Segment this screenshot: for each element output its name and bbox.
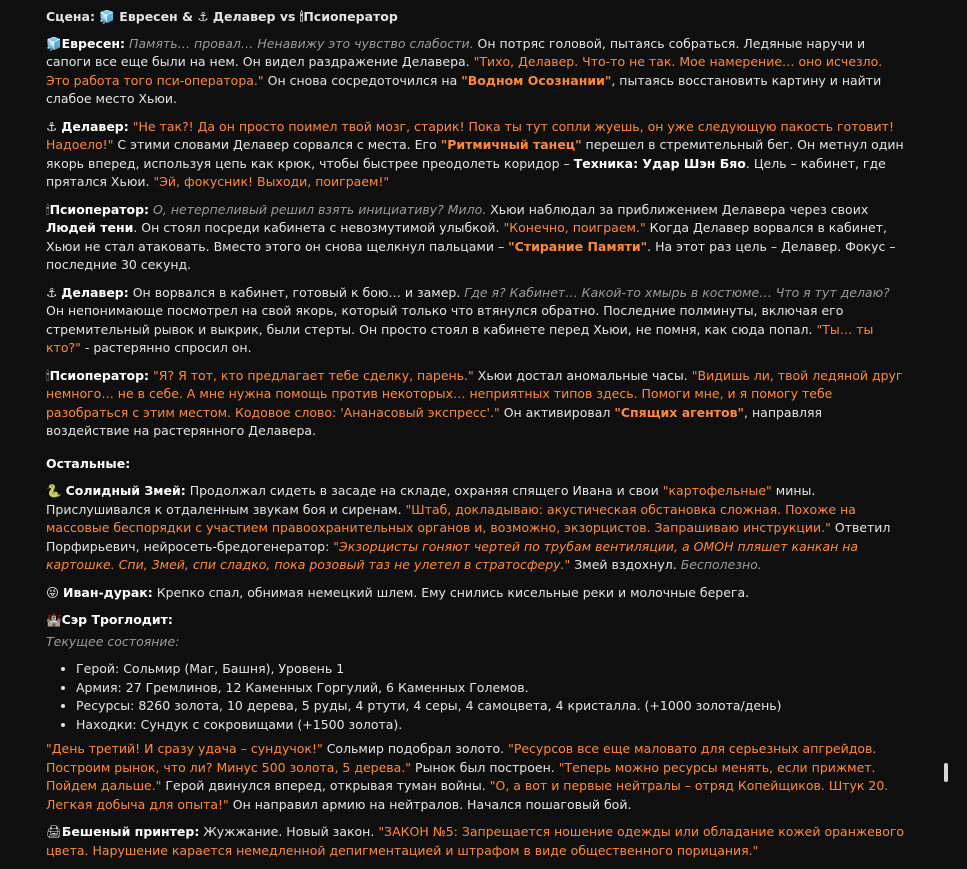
ability-name: "Стирание Памяти" <box>508 238 648 254</box>
castle-icon: 🏰 <box>46 612 62 627</box>
thought-text: Память… провал… Ненавижу это чувство слабости. <box>128 35 474 51</box>
state-label: Текущее состояние: <box>46 633 180 649</box>
dialogue-text: "Штаб, докладываю: акустическая обстановка сложная. Похоже на массовые беспорядки с участием правоохранительных органов и, возможно, экзорцистов. Запрашиваю инструкции." <box>46 501 856 535</box>
speaker-name: Псиоператор: <box>49 201 150 217</box>
speaker-name: Сэр Троглодит: <box>61 612 173 627</box>
dialogue-text-italic: "Экзорцисты гоняют чертей по трубам вентиляции, а ОМОН пляшет канкан на картошке. Спи, Змей, спи сладко, пока розовый таз не улетел в стратосферу." <box>46 538 859 572</box>
dialogue-text: "Конечно, поиграем." <box>503 220 646 235</box>
paragraph-psioperator-1 <box>46 201 908 275</box>
scene-name-evresen: Евресен <box>119 9 178 24</box>
paragraph-sir-header <box>46 611 908 630</box>
narration-text: С этими словами Делавер сорвался с места. Его <box>113 137 441 152</box>
dialogue-text: "Я? Я тот, кто предлагает тебе сделку, парень." <box>153 367 474 383</box>
paragraph-printer <box>46 823 908 860</box>
dialogue-text: "Не так?! Да он просто поимел твой мозг, старик! Пока ты тут сопли жуешь, он уже следующую пакость готовит! Надоело!" <box>46 118 894 152</box>
list-item: • Находки: Сундук с сокровищами (+1500 золота). <box>76 716 908 735</box>
candle-icon: 🕯 <box>46 201 50 217</box>
narration-text: - растерянно спросил он. <box>80 340 252 355</box>
dialogue-text: "О, а вот и первые нейтралы – отряд Копейщиков. Штук 20. Легкая добыча для опыта!" <box>46 778 889 812</box>
dialogue-text: "ЗАКОН №5: Запрещается ношение одежды или обладание кожей оранжевого цвета. Нарушение карается немедленной депигментацией и штрафом в виде общественного порицания." <box>46 824 905 858</box>
paragraph-evresen <box>46 35 908 109</box>
speaker-name: Делавер: <box>61 284 129 300</box>
scene-name-delaver: Делавер <box>212 9 276 24</box>
ability-name: "Спящих агентов" <box>614 404 745 420</box>
scrollbar-thumb[interactable] <box>944 763 948 782</box>
scene-label: Сцена: <box>46 9 95 24</box>
thought-text: О, нетерпеливый решил взять инициативу? Мило. <box>153 201 487 217</box>
paragraph-snake <box>46 482 908 575</box>
narration-text: Хьюи наблюдал за приближением Делавера через своих <box>486 201 869 217</box>
narration-text: Ответил Порфирьевич, нейросеть-бредогенератор: <box>46 520 891 554</box>
speaker-name: Бешеный принтер: <box>61 824 200 839</box>
list-item: • Герой: Сольмир (Маг, Башня), Уровень 1 <box>76 660 908 679</box>
candle-icon: 🕯 <box>46 367 50 383</box>
speaker-name: Делавер: <box>61 118 129 134</box>
winking-face-icon: 😜 <box>46 584 60 600</box>
speaker-name: Иван-дурак: <box>63 584 153 600</box>
dialogue-text: "Видишь ли, твой ледяной друг немного… не в себе. А мне нужна помощь против некоторых… неприятных типов здесь. Помоги мне, и я помогу тебе разобраться с этим местом. Кодовое слово: 'Ананасовый экспресс'." <box>46 367 903 420</box>
narration-text: Продолжал сидеть в засаде на складе, охраняя спящего Ивана и свои <box>185 483 663 498</box>
ability-name: "Ритмичный танец" <box>440 137 582 152</box>
scene-vs: vs <box>279 9 296 24</box>
anchor-icon: ⚓ <box>46 284 58 300</box>
others-heading: Остальные: <box>46 455 131 471</box>
dialogue-text: "Ты… ты кто?" <box>46 321 874 355</box>
dialogue-text: "Теперь можно ресурсы менять, если прижмет. Пойдем дальше." <box>46 759 876 793</box>
narration-text: , пытаясь восстановить картину и найти слабое место Хьюи. <box>46 72 882 106</box>
dialogue-text: "картофельные" <box>662 483 772 498</box>
narration-text: Жужжание. Новый закон. <box>199 824 379 839</box>
narration-text: Герой двинулся вперед, открывая туман войны. <box>161 778 490 793</box>
narration-text: Он ворвался в кабинет, готовый к бою… и замер. <box>128 284 465 300</box>
dialogue-text: "Ресурсов все еще маловато для серьезных апгрейдов. Построим рынок, что ли? Минус 500 золота, 5 дерева." <box>46 741 877 775</box>
anchor-icon: ⚓ <box>197 9 209 24</box>
ice-icon: 🧊 <box>99 9 115 24</box>
dialogue-text: "День третий! И сразу удача – сундучок!" <box>46 741 323 756</box>
ability-name: Людей тени <box>46 220 134 235</box>
thought-text: Бесполезно. <box>680 557 762 572</box>
anchor-icon: ⚓ <box>46 118 58 134</box>
speaker-name: Псиоператор: <box>49 367 150 383</box>
narration-text: Он направил армию на нейтралов. Начался пошаговый бой. <box>228 796 632 812</box>
paragraph-psioperator-2 <box>46 367 908 441</box>
printer-icon: 🖨 <box>46 824 62 839</box>
list-item: • Армия: 27 Гремлинов, 12 Каменных Горгулий, 6 Каменных Големов. <box>76 679 908 698</box>
speaker-name: Евресен: <box>61 35 125 51</box>
chat-message-content <box>46 8 908 869</box>
dialogue-text: "Тихо, Делавер. Что-то не так. Мое намерение… оно исчезло. Это работа того пси-оператора." <box>46 54 883 88</box>
paragraph-delaver-2 <box>46 284 908 358</box>
candle-icon: 🕯 <box>299 9 304 24</box>
scene-name-psioperator: Псиоператор <box>303 9 398 24</box>
state-list <box>46 660 908 734</box>
narration-text: Когда Делавер ворвался в кабинет, Хьюи не стал атаковать. Вместо этого он снова щелкнул пальцами – <box>46 220 887 254</box>
speaker-name: Солидный Змей: <box>65 483 186 498</box>
list-item: • Ресурсы: 8260 золота, 10 дерева, 5 руды, 4 ртути, 4 серы, 4 самоцвета, 4 кристалла. (+1000 золота/день) <box>76 697 908 716</box>
narration-text: . Цель – кабинет, где прятался Хьюи. <box>46 155 886 189</box>
paragraph-delaver-1 <box>46 118 908 192</box>
scene-header <box>46 8 908 27</box>
thought-text: Где я? Кабинет… Какой-то хмырь в костюме… Что я тут делаю? <box>464 284 890 300</box>
narration-text: . Он стоял посреди кабинета с невозмутимой улыбкой. <box>133 220 504 235</box>
narration-text: Он потряс головой, пытаясь собраться. Ледяные наручи и сапоги все еще были на нем. Он видел раздражение Делавера. <box>46 35 866 69</box>
narration-text: Он снова сосредоточился на <box>263 72 462 88</box>
dialogue-text: "Эй, фокусник! Выходи, поиграем!" <box>153 174 390 189</box>
narration-text: мины. Прислушивался к отдаленным звукам боя и сиренам. <box>46 483 816 517</box>
narration-text: Крепко спал, обнимая немецкий шлем. Ему снились кисельные реки и молочные берега. <box>152 584 750 600</box>
narration-text: перешел в стремительный бег. Он метнул один якорь вперед, используя цепь как крюк, чтобы быстрее преодолеть коридор – <box>46 137 904 171</box>
narration-text: . На этот раз цель – Делавер. Фокус – последние 30 секунд. <box>46 238 896 272</box>
narration-text: Хьюи достал аномальные часы. <box>473 367 692 383</box>
narration-text: , направляя воздействие на растерянного Делавера. <box>46 404 822 438</box>
ability-name: "Водном Осознании" <box>461 72 612 88</box>
narration-text: Он непонимающе посмотрел на свой якорь, который только что втянулся обратно. Последние полминуты, включая его стремительный рывок и выкрик, были стерты. Он просто стоял в кабинете перед Хьюи, не помня, как сюда попал. <box>46 303 844 337</box>
technique-name: Техника: Удар Шэн Бяо <box>573 155 746 171</box>
narration-text: Змей вздохнул. <box>570 557 681 572</box>
ice-icon: 🧊 <box>46 35 62 51</box>
narration-text: Сольмир подобрал золото. <box>322 741 509 756</box>
paragraph-ivan <box>46 584 908 603</box>
scene-amp: & <box>182 9 193 24</box>
narration-text: Он активировал <box>499 404 615 420</box>
narration-text: Рынок был построен. <box>411 759 559 775</box>
paragraph-sir <box>46 740 908 814</box>
snake-icon: 🐍 <box>46 483 62 498</box>
